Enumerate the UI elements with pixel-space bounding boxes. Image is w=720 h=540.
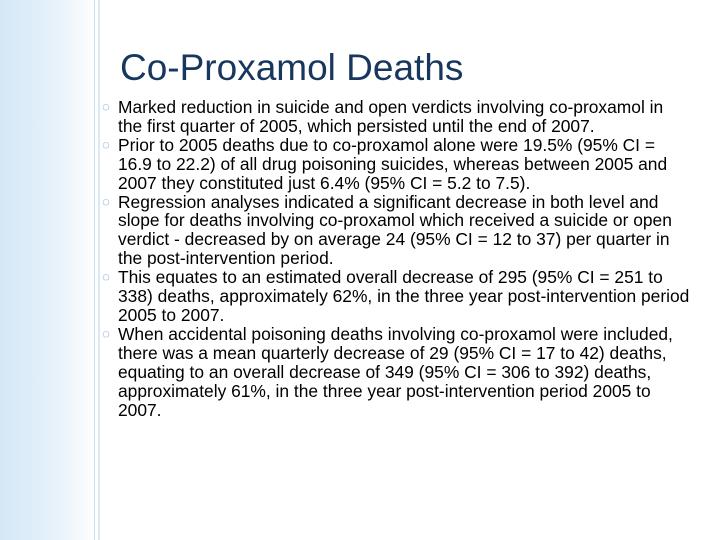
bullet-text: Prior to 2005 deaths due to co-proxamol alone were 19.5% (95% CI = 16.9 to 22.2) of all drug poisoning suicides, whereas between 2005 and 2007 they constituted just 6.4% (95% CI = 5.2 to 7.5).: [118, 134, 668, 193]
decorative-rule: [94, 0, 95, 540]
bullet-circle-icon: ◌: [102, 269, 110, 285]
bullet-item: [98, 136, 690, 193]
bullet-text: Regression analyses indicated a significant decrease in both level and slope for deaths involving co-proxamol which received a suicide or open verdict - decreased by on average 24 (95% CI = 12 to 37) per quarter in the post-intervention period.: [118, 191, 672, 269]
slide-title: Co-Proxamol Deaths: [120, 47, 464, 88]
left-decorative-strip: [0, 0, 98, 540]
bullet-item: [98, 325, 690, 420]
bullet-item: [98, 98, 690, 136]
bullet-item: [98, 193, 690, 269]
bullet-text: This equates to an estimated overall decrease of 295 (95% CI = 251 to 338) deaths, approximately 62%, in the three year post-intervention period 2005 to 2007.: [118, 267, 690, 325]
bullet-text: Marked reduction in suicide and open verdicts involving co-proxamol in the first quarter of 2005, which persisted until the end of 2007.: [118, 97, 664, 136]
bullet-text: When accidental poisoning deaths involving co-proxamol were included, there was a mean quarterly decrease of 29 (95% CI = 17 to 42) deaths, equating to an overall decrease of 349 (95% CI = 306 to 392) deaths, approximately 61%, in the three year post-intervention period 2005 to 2007.: [118, 323, 673, 420]
bullet-circle-icon: ◌: [102, 193, 110, 209]
bullet-circle-icon: ◌: [102, 136, 110, 152]
bullet-circle-icon: ◌: [102, 325, 110, 341]
bullet-item: [98, 268, 690, 325]
bullet-list: [98, 98, 690, 419]
bullet-circle-icon: ◌: [102, 99, 110, 114]
